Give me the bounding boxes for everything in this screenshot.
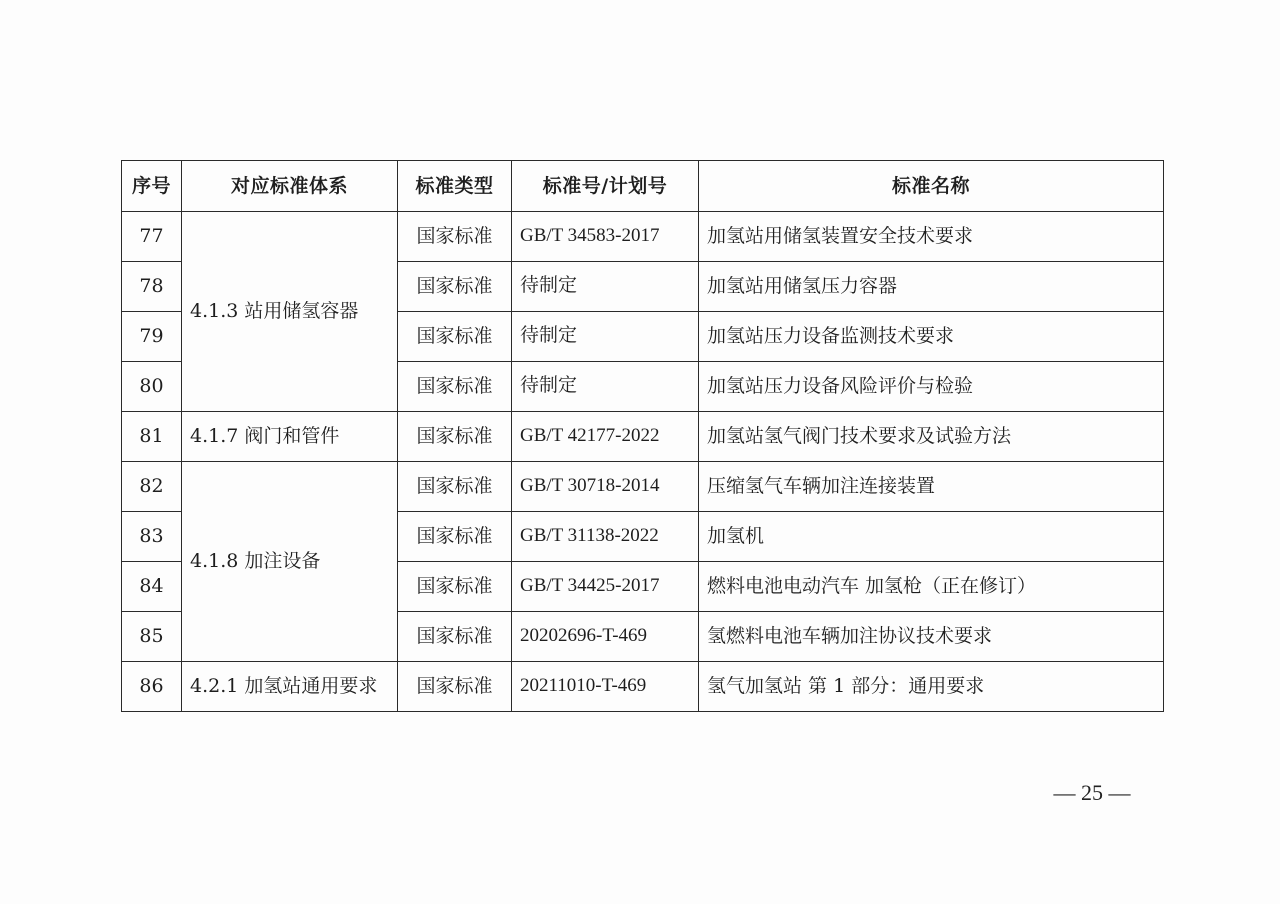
header-name: 标准名称 — [699, 161, 1164, 212]
group-cell: 4.1.3 站用储氢容器 — [182, 212, 398, 412]
row-name: 加氢站用储氢压力容器 — [699, 262, 1164, 312]
row-number: GB/T 34583-2017 — [512, 212, 699, 262]
row-number: 20211010-T-469 — [512, 662, 699, 712]
row-seq: 77 — [122, 212, 182, 262]
row-number: 待制定 — [512, 312, 699, 362]
row-seq: 85 — [122, 612, 182, 662]
row-number: GB/T 30718-2014 — [512, 462, 699, 512]
row-seq: 79 — [122, 312, 182, 362]
row-seq: 86 — [122, 662, 182, 712]
row-type: 国家标准 — [398, 312, 512, 362]
row-seq: 81 — [122, 412, 182, 462]
row-seq: 83 — [122, 512, 182, 562]
row-name: 压缩氢气车辆加注连接装置 — [699, 462, 1164, 512]
row-type: 国家标准 — [398, 512, 512, 562]
table-row — [122, 462, 1164, 512]
row-type: 国家标准 — [398, 612, 512, 662]
row-number: 20202696-T-469 — [512, 612, 699, 662]
header-type: 标准类型 — [398, 161, 512, 212]
row-name: 加氢站氢气阀门技术要求及试验方法 — [699, 412, 1164, 462]
header-number: 标准号/计划号 — [512, 161, 699, 212]
row-type: 国家标准 — [398, 212, 512, 262]
row-name: 加氢站压力设备监测技术要求 — [699, 312, 1164, 362]
table-row — [122, 662, 1164, 712]
table-row — [122, 412, 1164, 462]
row-type: 国家标准 — [398, 462, 512, 512]
row-name: 氢燃料电池车辆加注协议技术要求 — [699, 612, 1164, 662]
row-seq: 84 — [122, 562, 182, 612]
group-cell: 4.2.1 加氢站通用要求 — [182, 662, 398, 712]
group-cell: 4.1.8 加注设备 — [182, 462, 398, 662]
page-number: — 25 — — [1053, 780, 1131, 805]
row-number: 待制定 — [512, 362, 699, 412]
row-name: 加氢站压力设备风险评价与检验 — [699, 362, 1164, 412]
row-seq: 82 — [122, 462, 182, 512]
row-seq: 78 — [122, 262, 182, 312]
standards-table — [121, 160, 1164, 712]
header-system: 对应标准体系 — [182, 161, 398, 212]
row-name: 氢气加氢站 第 1 部分：通用要求 — [699, 662, 1164, 712]
row-type: 国家标准 — [398, 562, 512, 612]
row-type: 国家标准 — [398, 362, 512, 412]
row-type: 国家标准 — [398, 412, 512, 462]
table-header-row — [122, 161, 1164, 212]
header-seq: 序号 — [122, 161, 182, 212]
table-row — [122, 212, 1164, 262]
row-type: 国家标准 — [398, 262, 512, 312]
row-number: GB/T 31138-2022 — [512, 512, 699, 562]
row-seq: 80 — [122, 362, 182, 412]
group-cell: 4.1.7 阀门和管件 — [182, 412, 398, 462]
row-name: 加氢机 — [699, 512, 1164, 562]
row-number: GB/T 34425-2017 — [512, 562, 699, 612]
row-name: 加氢站用储氢装置安全技术要求 — [699, 212, 1164, 262]
row-number: 待制定 — [512, 262, 699, 312]
row-number: GB/T 42177-2022 — [512, 412, 699, 462]
row-type: 国家标准 — [398, 662, 512, 712]
row-name: 燃料电池电动汽车 加氢枪（正在修订） — [699, 562, 1164, 612]
